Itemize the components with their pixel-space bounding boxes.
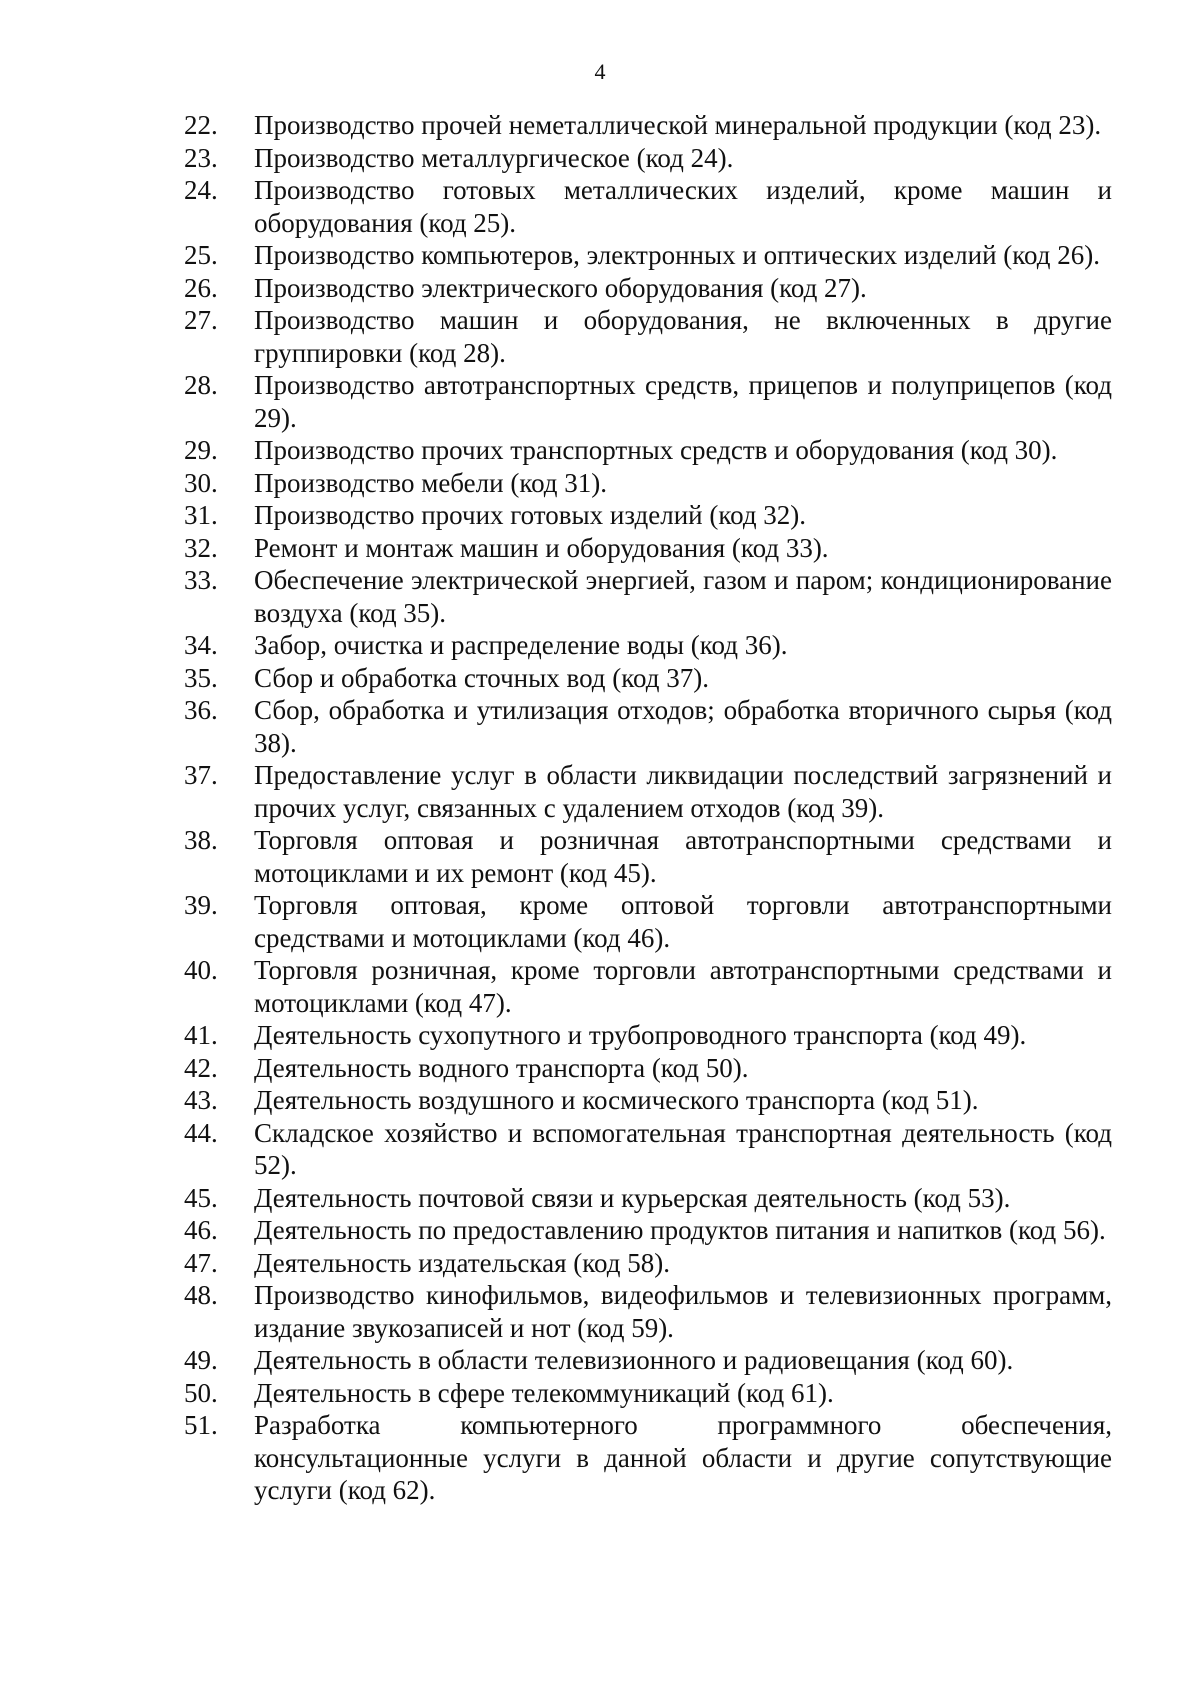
- item-number: 42.: [184, 1052, 218, 1083]
- item-text: Деятельность в области телевизионного и радиовещания (код 60).: [254, 1345, 1014, 1375]
- list-item: [0, 174, 1200, 239]
- item-text: Разработка компьютерного программного обеспечения, консультационные услуги в данной области и другие сопутствующие услуги (код 62).: [254, 1410, 1112, 1505]
- item-number: 26.: [184, 272, 218, 303]
- item-number: 27.: [184, 305, 218, 335]
- item-text: Торговля оптовая, кроме оптовой торговли автотранспортными средствами и мотоциклами (код 46).: [254, 890, 1112, 953]
- item-text: Ремонт и монтаж машин и оборудования (код 33).: [254, 532, 829, 563]
- list-item: [0, 142, 1200, 175]
- item-text: Предоставление услуг в области ликвидации последствий загрязнений и прочих услуг, связанных с удалением отходов (код 39).: [254, 760, 1112, 823]
- item-text: Сбор и обработка сточных вод (код 37).: [254, 662, 709, 693]
- item-number: 23.: [184, 142, 218, 173]
- item-number: 47.: [184, 1247, 218, 1278]
- item-number: 35.: [184, 662, 218, 693]
- item-text: Производство компьютеров, электронных и оптических изделий (код 26).: [254, 240, 1100, 270]
- item-text: Обеспечение электрической энергией, газом и паром; кондиционирование воздуха (код 35).: [254, 565, 1112, 628]
- item-text: Складское хозяйство и вспомогательная транспортная деятельность (код 52).: [254, 1117, 1112, 1180]
- item-number: 24.: [184, 175, 218, 205]
- page-number: 4: [594, 59, 606, 84]
- list-item: [0, 1409, 1200, 1507]
- list-item: [0, 109, 1200, 142]
- item-text: Производство прочих готовых изделий (код 32).: [254, 500, 807, 530]
- item-text: Забор, очистка и распределение воды (код 36).: [254, 630, 788, 660]
- list-item: [0, 1182, 1200, 1215]
- list-item: [0, 239, 1200, 272]
- item-text: Деятельность воздушного и космического транспорта (код 51).: [254, 1085, 979, 1115]
- item-number: 22.: [184, 110, 218, 140]
- list-item: [0, 1052, 1200, 1085]
- item-text: Деятельность в сфере телекоммуникаций (код 61).: [254, 1377, 834, 1408]
- item-text: Сбор, обработка и утилизация отходов; обработка вторичного сырья (код 38).: [254, 695, 1112, 758]
- list-item: [0, 1214, 1200, 1247]
- item-number: 46.: [184, 1215, 218, 1245]
- list-item: [0, 434, 1200, 467]
- list-item: [0, 662, 1200, 695]
- item-text: Производство электрического оборудования (код 27).: [254, 272, 867, 303]
- list-item: [0, 629, 1200, 662]
- item-text: Производство машин и оборудования, не включенных в другие группировки (код 28).: [254, 305, 1112, 368]
- item-text: Производство прочих транспортных средств и оборудования (код 30).: [254, 435, 1058, 465]
- list-item: [0, 759, 1200, 824]
- item-number: 44.: [184, 1117, 218, 1148]
- item-number: 31.: [184, 500, 218, 530]
- item-number: 34.: [184, 630, 218, 660]
- list-item: [0, 1084, 1200, 1117]
- list-item: [0, 467, 1200, 500]
- item-number: 32.: [184, 532, 218, 563]
- item-number: 48.: [184, 1280, 218, 1310]
- item-number: 40.: [184, 955, 218, 985]
- list-item: [0, 1247, 1200, 1280]
- list-item: [0, 532, 1200, 565]
- item-number: 25.: [184, 240, 218, 270]
- item-text: Производство автотранспортных средств, прицепов и полуприцепов (код 29).: [254, 370, 1112, 433]
- list-item: [0, 1344, 1200, 1377]
- item-text: Торговля оптовая и розничная автотранспортными средствами и мотоциклами и их ремонт (код 45).: [254, 825, 1112, 888]
- item-text: Деятельность сухопутного и трубопроводного транспорта (код 49).: [254, 1020, 1027, 1050]
- list-item: [0, 304, 1200, 369]
- list-item: [0, 499, 1200, 532]
- list-item: [0, 1117, 1200, 1182]
- list-item: [0, 694, 1200, 759]
- activity-list: [0, 109, 1200, 1507]
- item-text: Производство прочей неметаллической минеральной продукции (код 23).: [254, 110, 1102, 140]
- item-text: Деятельность издательская (код 58).: [254, 1247, 670, 1278]
- item-text: Производство готовых металлических изделий, кроме машин и оборудования (код 25).: [254, 175, 1112, 238]
- item-number: 37.: [184, 760, 218, 790]
- list-item: [0, 824, 1200, 889]
- item-number: 33.: [184, 565, 218, 595]
- list-item: [0, 1279, 1200, 1344]
- item-text: Производство кинофильмов, видеофильмов и телевизионных программ, издание звукозаписей и нот (код 59).: [254, 1280, 1112, 1343]
- item-text: Деятельность почтовой связи и курьерская деятельность (код 53).: [254, 1182, 1011, 1213]
- list-item: [0, 369, 1200, 434]
- item-text: Производство мебели (код 31).: [254, 467, 608, 498]
- list-item: [0, 889, 1200, 954]
- item-number: 41.: [184, 1020, 218, 1050]
- item-number: 51.: [184, 1410, 218, 1440]
- item-number: 45.: [184, 1182, 218, 1213]
- item-text: Деятельность водного транспорта (код 50).: [254, 1052, 749, 1083]
- item-text: Торговля розничная, кроме торговли автотранспортными средствами и мотоциклами (код 47).: [254, 955, 1112, 1018]
- item-number: 49.: [184, 1345, 218, 1375]
- item-number: 36.: [184, 695, 218, 725]
- item-text: Деятельность по предоставлению продуктов питания и напитков (код 56).: [254, 1215, 1106, 1245]
- list-item: [0, 1377, 1200, 1410]
- item-number: 38.: [184, 825, 218, 855]
- item-number: 39.: [184, 890, 218, 920]
- item-number: 50.: [184, 1377, 218, 1408]
- list-item: [0, 954, 1200, 1019]
- item-number: 30.: [184, 467, 218, 498]
- list-item: [0, 564, 1200, 629]
- item-number: 29.: [184, 435, 218, 465]
- list-item: [0, 272, 1200, 305]
- list-item: [0, 1019, 1200, 1052]
- item-number: 28.: [184, 370, 218, 400]
- item-text: Производство металлургическое (код 24).: [254, 142, 734, 173]
- item-number: 43.: [184, 1085, 218, 1115]
